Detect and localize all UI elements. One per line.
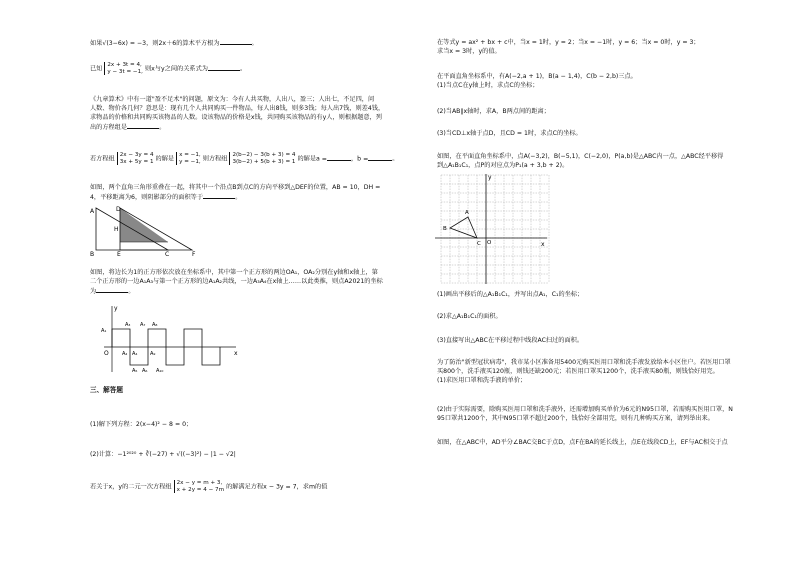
question-relation xyxy=(90,62,246,75)
system-eq-2: 3(b−2) + 5(b + 3) = 1 xyxy=(232,158,296,165)
question-masks-purchase xyxy=(437,358,731,385)
r4-line: 95口罩共1200个，其中N95口罩不超过200个，钱恰好全部用完，则有几种购买方案，请列举出来。 xyxy=(437,415,714,422)
q9-prefix: 若关于x，y的二元一次方程组 xyxy=(90,483,172,491)
label-a9: A₉ xyxy=(150,351,156,357)
r4-line: (1)求医用口罩和洗手液的单价； xyxy=(437,377,527,384)
label-a5: A₅ xyxy=(132,368,138,374)
q4-prefix: 若方程组 xyxy=(90,155,115,163)
q2-prefix: 已知 xyxy=(90,65,103,73)
r1-line: 求当x = 3时，y的值。 xyxy=(437,48,501,55)
q1-expression: √(3−6x) = −3 xyxy=(102,40,147,47)
answer-blank[interactable] xyxy=(127,122,159,129)
answer-blank[interactable] xyxy=(368,154,392,161)
q4-text: 则方程组 xyxy=(202,155,228,163)
label-c: C xyxy=(165,251,170,258)
triangle-figure xyxy=(88,204,208,258)
q2-end: 。 xyxy=(239,65,247,73)
question-sqrt-root xyxy=(90,38,258,48)
section-title: 三、解答题 xyxy=(90,386,123,394)
question-solve-equation: (1)解下列方程：2(x−4)² − 8 = 0； xyxy=(90,421,193,428)
question-angle-bisector: 如图，在△ABC中，AD平分∠BAC交BC于点D，点F在BA的延长线上，点E在线段CD上，EF与AC相交于点 xyxy=(437,439,728,446)
question-quadratic xyxy=(437,38,700,56)
triangle-abc xyxy=(96,208,168,250)
y-axis-label: y xyxy=(488,174,492,181)
r4-line: 为了防治"新型冠状病毒"，我市某小区准备用5400元购买医用口罩和洗手液发放给本小区住户。若医用口罩 xyxy=(437,359,731,366)
q4-text: 的解是 xyxy=(155,155,175,163)
question-system-solution xyxy=(90,152,398,165)
r2-line: (1)当点C在y轴上时，求点C的坐标； xyxy=(437,82,539,89)
q4-end: 。 xyxy=(392,155,399,163)
question-jiuzhang xyxy=(90,95,384,132)
squares-figure xyxy=(92,302,242,376)
q1-text: ，则2x＋6的算术平方根为 xyxy=(146,40,220,47)
q3-line: 求物品的价格和共同购买该物品的人数。设该物品的价格是x钱，共同购买该物品的有y人，则根据题意，列 xyxy=(90,114,382,121)
label-a3: A₃ xyxy=(125,322,131,328)
answer-blank[interactable] xyxy=(327,154,351,161)
question-squares-pattern xyxy=(90,268,383,296)
q5-line: 4，平移距离为6，则阴影部分的面积等于 xyxy=(90,194,204,201)
r3-line: 如图，在平面直角坐标系中，点A(−3,2)，B(−5,1)，C(−2,0)，P(a,b)是△ABC内一点，△ABC经平移得 xyxy=(437,153,724,160)
label-a2: A₂ xyxy=(122,351,128,357)
q4-text: ，b = xyxy=(351,155,369,163)
answer-blank[interactable] xyxy=(203,192,235,199)
x-axis-label: x xyxy=(541,241,545,248)
label-a8: A₈ xyxy=(152,322,158,328)
q3-line: 《九章算术》中有一道"盈不足术"的问题，原文为：今有人共买物，人出八，盈三；人出七，不足四，问 xyxy=(90,96,375,103)
q9-text: 的解满足方程x − 3y = 7，求m的值 xyxy=(226,483,328,491)
r2-line: (3)当CD⊥x轴于点D，且CD = 1时，求点C的坐标。 xyxy=(437,130,582,137)
q4-text: 的解是a = xyxy=(297,155,327,163)
label-a: A xyxy=(465,210,469,216)
label-b: B xyxy=(90,251,95,258)
label-a1: A₁ xyxy=(101,328,107,334)
solution-y: y = −1, xyxy=(179,158,201,165)
question-translation-area xyxy=(90,183,380,202)
system-eq-1: 2x + 3t = 4, xyxy=(107,62,142,68)
q6-line: 为 xyxy=(90,288,97,295)
answer-blank[interactable] xyxy=(96,286,128,293)
r3b-line: (3)直接写出△ABC在平移过程中线段AC扫过的面积。 xyxy=(437,337,584,344)
question-translation-grid xyxy=(437,152,723,170)
label-h: H xyxy=(114,226,119,233)
question-coordinates xyxy=(437,72,637,90)
origin-label: O xyxy=(104,350,109,357)
triangle-abc xyxy=(450,217,477,238)
label-a4: A₄ xyxy=(132,351,138,357)
equation-system xyxy=(117,152,154,165)
system-eq-2: x + 2y = 4 − 7m xyxy=(176,486,225,493)
label-c: C xyxy=(477,241,481,247)
grid-lines xyxy=(441,175,549,283)
q6-end: 。 xyxy=(128,288,135,295)
system-eq-1: 2(b−2) − 3(b + 3) = 4 xyxy=(232,152,296,158)
question-linear-system xyxy=(90,480,327,493)
q5-end: 。 xyxy=(235,194,242,201)
label-a6: A₆ xyxy=(142,368,148,374)
shaded-region xyxy=(120,208,168,242)
label-d: D xyxy=(116,206,121,213)
equation-system xyxy=(104,62,143,75)
equation-system xyxy=(174,480,224,493)
q3-end: 。 xyxy=(159,124,166,131)
question-masks-part2 xyxy=(437,405,733,423)
label-e: E xyxy=(117,251,121,258)
label-a: A xyxy=(90,208,95,215)
y-axis-label: y xyxy=(114,305,118,312)
label-b: B xyxy=(443,226,447,232)
answer-blank[interactable] xyxy=(220,38,252,45)
system-eq-2: 3x + 5y = 1 xyxy=(119,158,154,165)
r1-line: 在等式y = ax² + bx + c中，当x = 1时，y = 2；当x = −1时，y = 6；当x = 0时，y = 3； xyxy=(437,39,700,46)
r2-line: 在平面直角坐标系中，有A(−2,a + 1)，B(a − 1,4)，C(b − 2,b)三点。 xyxy=(437,73,637,80)
q5-line: 如图，两个直角三角形重叠在一起，将其中一个沿点B到点C的方向平移到△DEF的位置，AB = 10，DH = xyxy=(90,184,381,191)
r3-line: 到△A₁B₁C₁，点P的对应点为P₁(a + 3,b + 2)。 xyxy=(437,162,569,169)
system-eq-1: 2x − 3y = 4 xyxy=(119,152,154,158)
label-a10: A₁₀ xyxy=(156,368,164,374)
q3-line: 出的方程组是 xyxy=(90,124,128,131)
q6-line: 如图，将边长为1的正方形依次放在坐标系中，其中第一个正方形的两边OA₁，OA₂分别在y轴和x轴上，第 xyxy=(90,269,378,276)
q1-end: 。 xyxy=(251,40,258,47)
q3-line: 人数、物价各几何？意思是：现有几个人共同购买一件物品，每人出8钱，则多3钱；每人出7钱，则差4钱， xyxy=(90,105,385,112)
r3b-line: (2)求△A₁B₁C₁的面积。 xyxy=(437,313,502,320)
solution-x: x = −1, xyxy=(179,152,201,158)
q2-text: 则x与y之间的关系式为 xyxy=(144,65,208,73)
coordinate-grid-figure xyxy=(433,172,553,288)
r3b-line: (1)画出平移后的△A₁B₁C₁，并写出点A₁，C₁的坐标； xyxy=(437,291,584,298)
q1-prefix: 如果 xyxy=(90,40,103,47)
solution-system xyxy=(176,152,201,165)
r4-line: (2)由于实际需要，除购买医用口罩和洗手液外，还需增加购买单价为6元的N95口罩，若需购买医用口罩，N xyxy=(437,406,733,413)
system-eq-2: y − 3t = −1, xyxy=(107,68,143,75)
x-axis-label: x xyxy=(234,350,238,357)
origin-label: O xyxy=(487,240,492,246)
label-a7: A₇ xyxy=(140,322,146,328)
system-eq-1: 2x − y = m + 3, xyxy=(176,480,223,486)
answer-blank[interactable] xyxy=(208,64,240,71)
r2-line: (2)当AB∥x轴时，求A，B两点间的距离； xyxy=(437,108,550,115)
equation-system xyxy=(229,152,295,165)
q6-line: 二个正方形的一边A₁A₃与第一个正方形的边A₁A₂共线，一边A₃A₄在x轴上……以此类推，则点A2021的坐标 xyxy=(90,278,383,285)
r4-line: 买800个，洗手液买120瓶，则钱还缺200元；若医用口罩买1200个，洗手液买80瓶，则钱恰好用完。 xyxy=(437,368,719,375)
label-f: F xyxy=(192,251,196,258)
question-calculation: (2)计算：−1²⁰²⁰ + ∛(−27) + √((−3)²) − |1 − √2| xyxy=(90,451,236,458)
